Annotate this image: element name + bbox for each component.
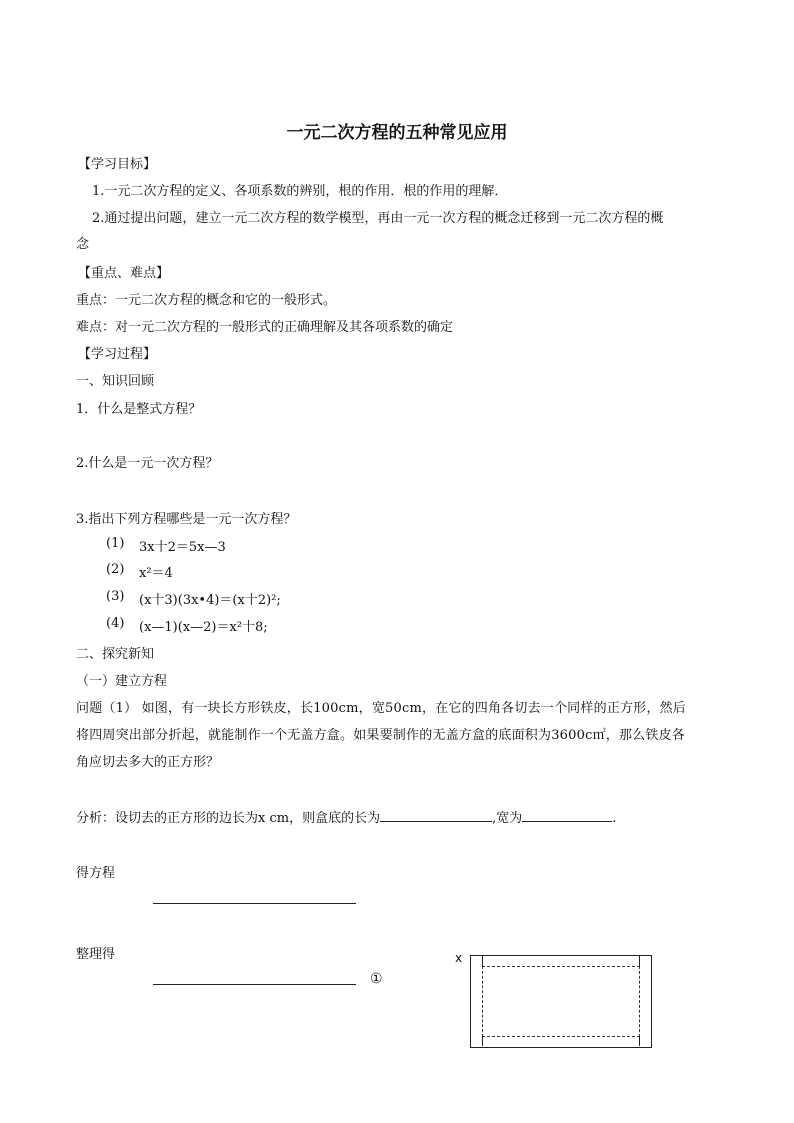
analysis-mid: ,宽为 <box>492 811 523 826</box>
corner-mark <box>639 1036 640 1046</box>
equation-blank[interactable] <box>153 903 356 904</box>
problem-line-2: 将四周突出部分折起，就能制作一个无盖方盒。如果要制作的无盖方盒的底面积为3600c㎡，那么铁皮各 <box>76 728 685 743</box>
equation-number: (1) <box>106 536 125 551</box>
objective-item-2-cont: 念 <box>76 237 90 252</box>
equation-label: 得方程 <box>76 866 116 881</box>
figure-x-label: x <box>455 951 463 965</box>
equation-number: (3) <box>106 589 125 604</box>
cut-square-dashed-outline <box>482 966 640 1037</box>
problem-line-1: 问题（1） 如图，有一块长方形铁皮，长100cm，宽50cm，在它的四角各切去一个同样的正方形，然后 <box>76 701 686 716</box>
build-equation-heading: （一）建立方程 <box>76 674 168 689</box>
question-3: 3.指出下列方程哪些是一元一次方程？ <box>76 512 297 527</box>
corner-mark <box>639 956 640 966</box>
equation-text: x²＝4 <box>139 566 173 581</box>
circled-one-mark: ① <box>370 971 383 987</box>
question-1: 1．什么是整式方程？ <box>76 402 202 417</box>
equation-text: 3x十2＝5x—3 <box>139 540 226 555</box>
corner-mark <box>482 956 483 966</box>
process-heading: 【学习过程】 <box>78 347 157 362</box>
equation-number: (4) <box>106 616 125 631</box>
length-blank[interactable] <box>380 807 492 822</box>
corner-mark <box>482 1036 483 1046</box>
arrange-label: 整理得 <box>76 947 116 962</box>
question-2: 2.什么是一元一次方程？ <box>76 456 219 471</box>
explore-heading: 二、探究新知 <box>76 647 155 662</box>
page-title: 一元二次方程的五种常见应用 <box>286 123 508 143</box>
keypoints-heading: 【重点、难点】 <box>78 266 170 281</box>
equation-text: (x—1)(x—2)＝x²十8; <box>139 620 268 635</box>
problem-line-3: 角应切去多大的正方形？ <box>76 755 220 770</box>
analysis-line <box>76 807 616 826</box>
difficulty-point: 难点：对一元二次方程的一般形式的正确理解及其各项系数的确定 <box>76 320 454 335</box>
review-heading: 一、知识回顾 <box>76 374 155 389</box>
arranged-equation-blank[interactable] <box>153 984 356 985</box>
analysis-prefix: 分析：设切去的正方形的边长为x cm，则盒底的长为 <box>76 811 381 826</box>
width-blank[interactable] <box>522 807 612 822</box>
key-point: 重点：一元二次方程的概念和它的一般形式。 <box>76 293 337 308</box>
equation-number: (2) <box>106 562 125 577</box>
objective-item-1: 1.一元二次方程的定义、各项系数的辨别，根的作用．根的作用的理解． <box>92 184 508 199</box>
objective-item-2: 2.通过提出问题，建立一元二次方程的数学模型，再由一元一次方程的概念迁移到一元二次方程的概 <box>92 211 664 226</box>
equation-text: (x十3)(3x•4)＝(x十2)²; <box>139 593 281 608</box>
analysis-end: . <box>612 811 617 826</box>
objectives-heading: 【学习目标】 <box>78 157 157 172</box>
